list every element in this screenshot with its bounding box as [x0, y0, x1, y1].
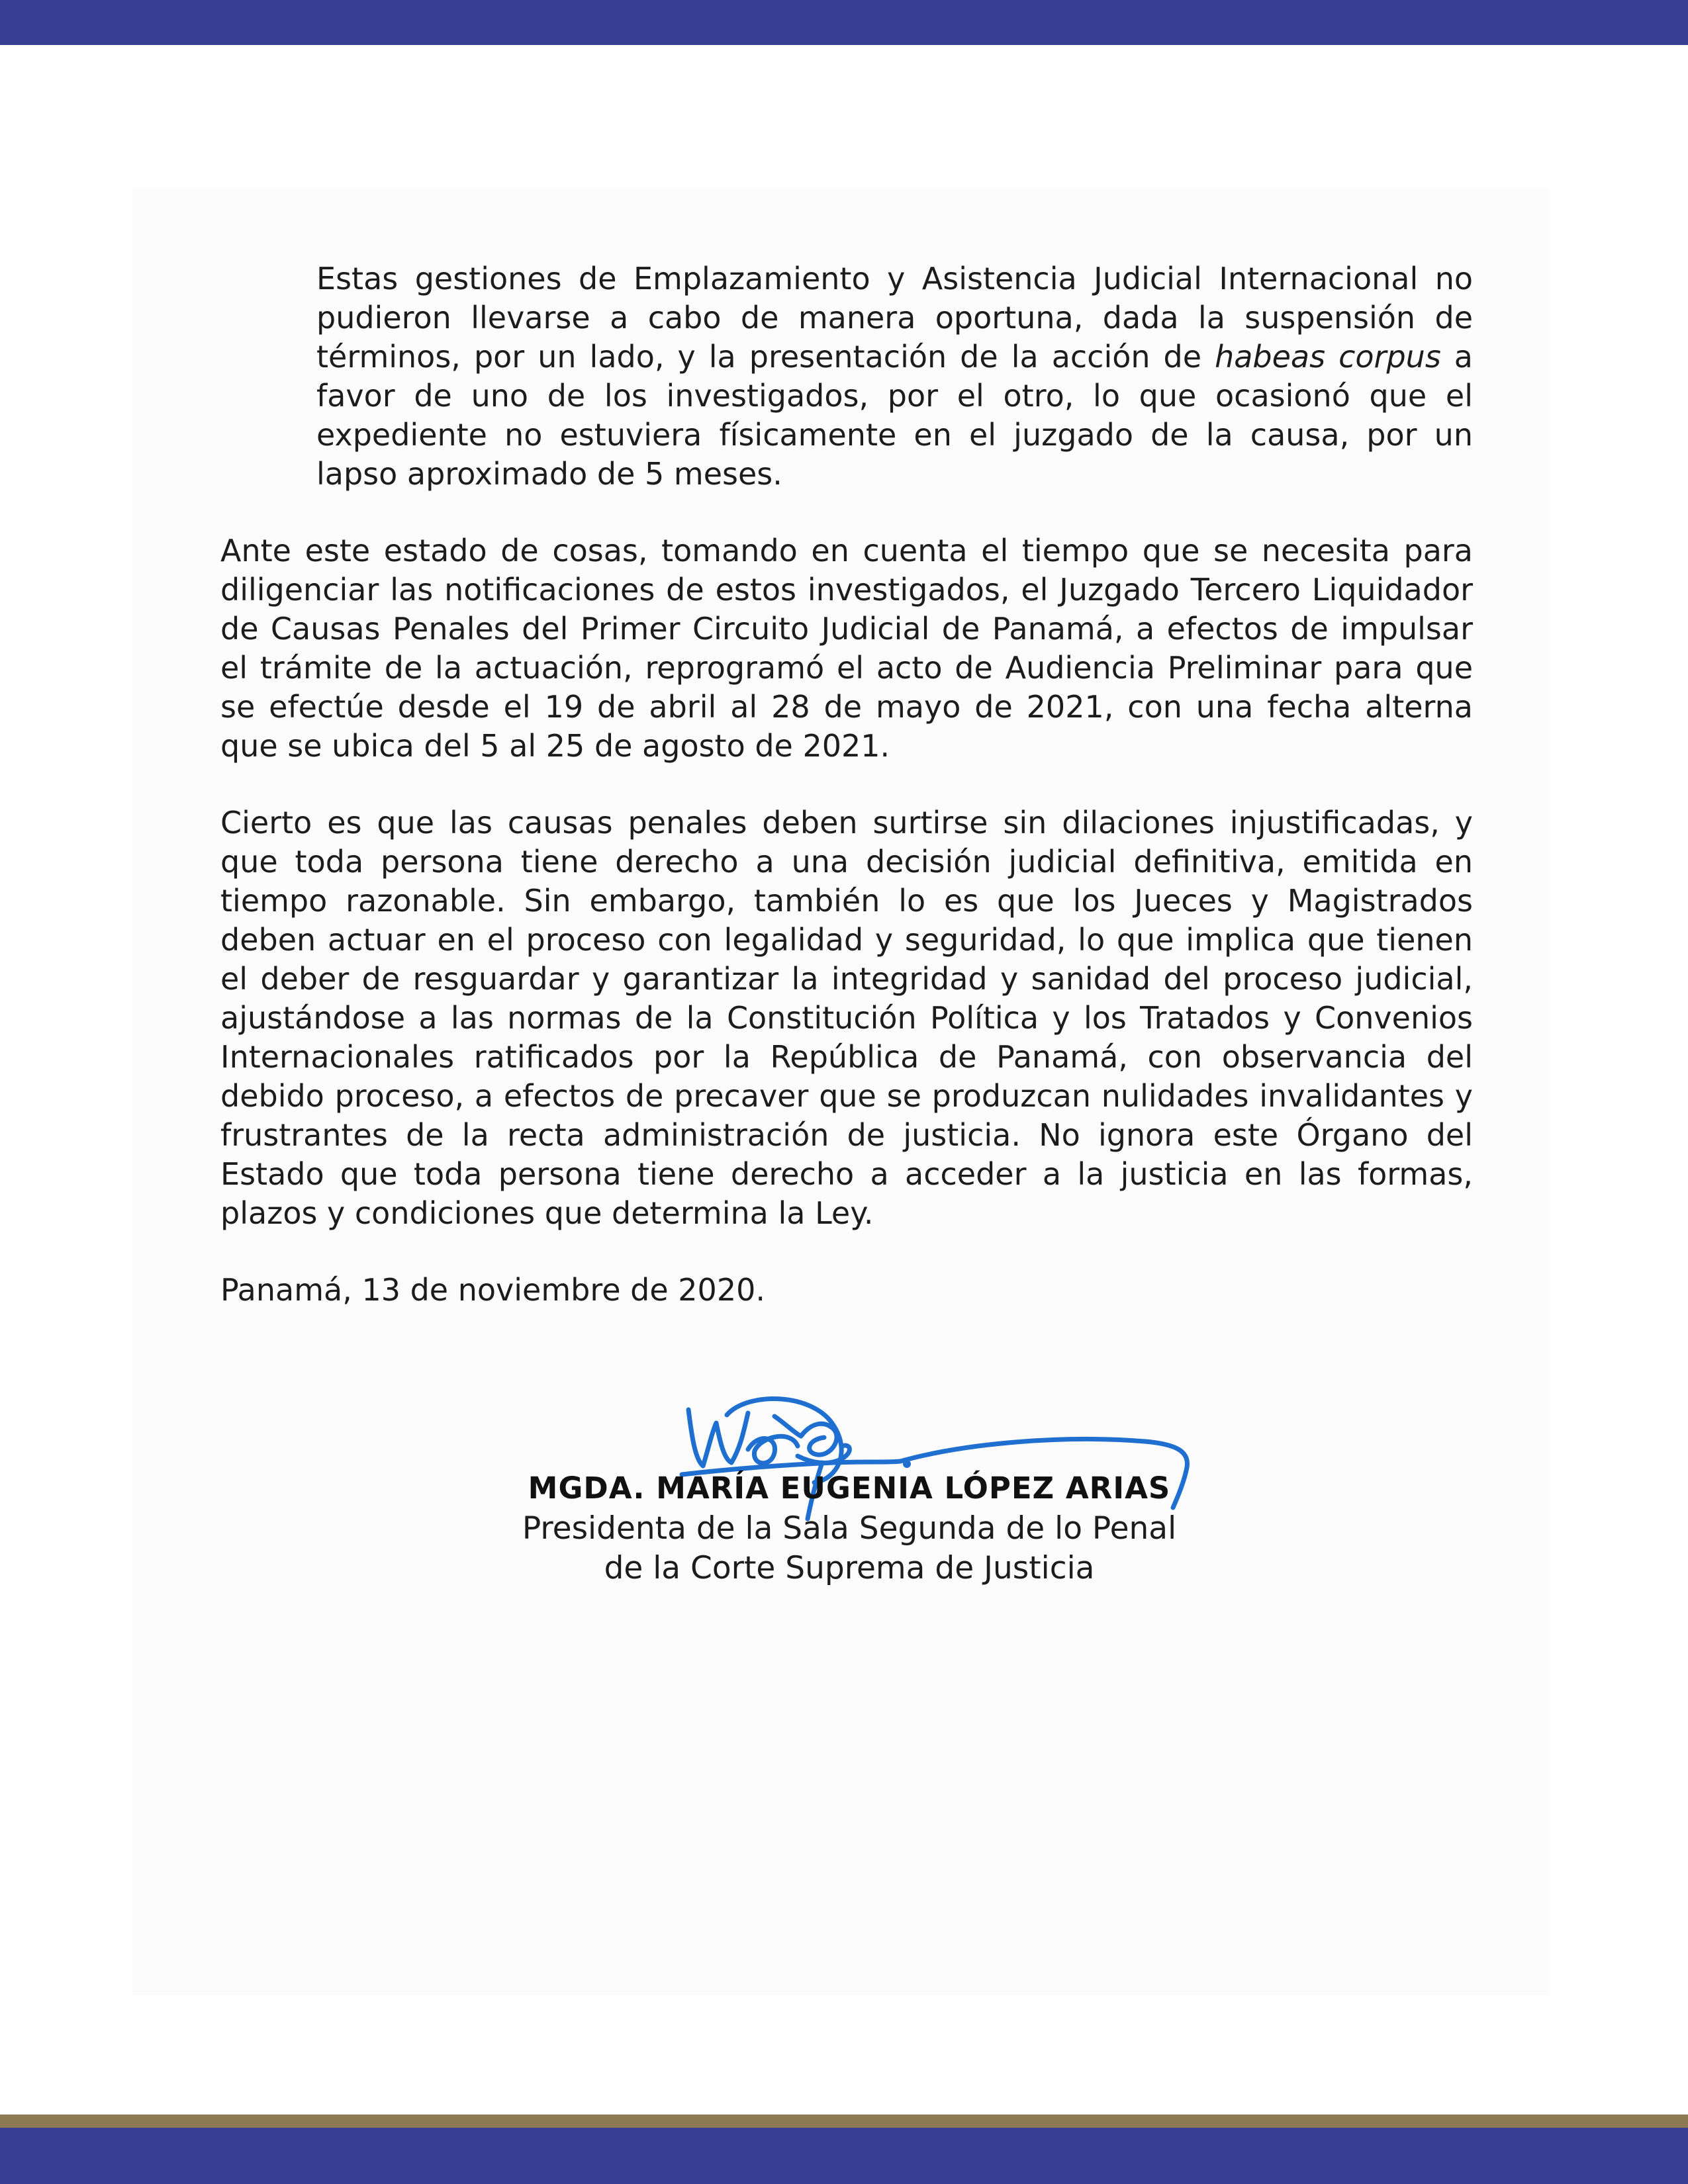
paragraph-text: a favor de uno de los investigados, por el otro, lo que ocasionó que el expediente no estuviera físicamente en el juzgado de la causa, por un lapso aproximado de 5 meses.	[316, 339, 1473, 492]
date-line: Panamá, 13 de noviembre de 2020.	[220, 1272, 765, 1308]
paragraph-causas-penales: Cierto es que las causas penales deben surtirse sin dilaciones injustificadas, y que toda persona tiene derecho a una decisión judicial definitiva, emitida en tiempo razonable. Sin embargo, también lo es que los Jueces y Magistrados deben actuar en el proceso con legalidad y seguridad, lo que implica que tienen el deber de resguardar y garantizar la integridad y sanidad del proceso judicial, ajustándose a las normas de la Constitución Política y los Tratados y Convenios Internacionales ratificados por la República de Panamá, con observancia del debido proceso, a efectos de precaver que se produzcan nulidades invalidantes y frustrantes de la recta administración de justicia. No ignora este Órgano del Estado que toda persona tiene derecho a acceder a la justicia en las formas, plazos y condiciones que determina la Ley.	[220, 805, 1473, 1231]
paragraph-emplazamiento	[316, 259, 1473, 494]
signatory-title-line-2: de la Corte Suprema de Justicia	[604, 1550, 1095, 1586]
signature-block	[485, 1468, 1213, 1588]
italic-term: habeas corpus	[1215, 339, 1441, 375]
bottom-decorative-band	[0, 2128, 1688, 2184]
top-decorative-band	[0, 0, 1688, 45]
paragraph-reprogramacion: Ante este estado de cosas, tomando en cuenta el tiempo que se necesita para diligenciar las notificaciones de estos investigados, el Juzgado Tercero Liquidador de Causas Penales del Primer Circuito Judicial de Panamá, a efectos de impulsar el trámite de la actuación, reprogramó el acto de Audiencia Preliminar para que se efectúe desde el 19 de abril al 28 de mayo de 2021, con una fecha alterna que se ubica del 5 al 25 de agosto de 2021.	[220, 533, 1473, 764]
paragraph-text: Estas gestiones de Emplazamiento y Asistencia Judicial Internacional no pudieron llevarse a cabo de manera oportuna, dada la suspensión de términos, por un lado, y la presentación de la acción de	[316, 261, 1473, 375]
bottom-gold-stripe	[0, 2115, 1688, 2128]
signatory-title-line-1: Presidenta de la Sala Segunda de lo Penal	[522, 1510, 1177, 1547]
signatory-name: MGDA. MARÍA EUGENIA LÓPEZ ARIAS	[528, 1471, 1171, 1506]
